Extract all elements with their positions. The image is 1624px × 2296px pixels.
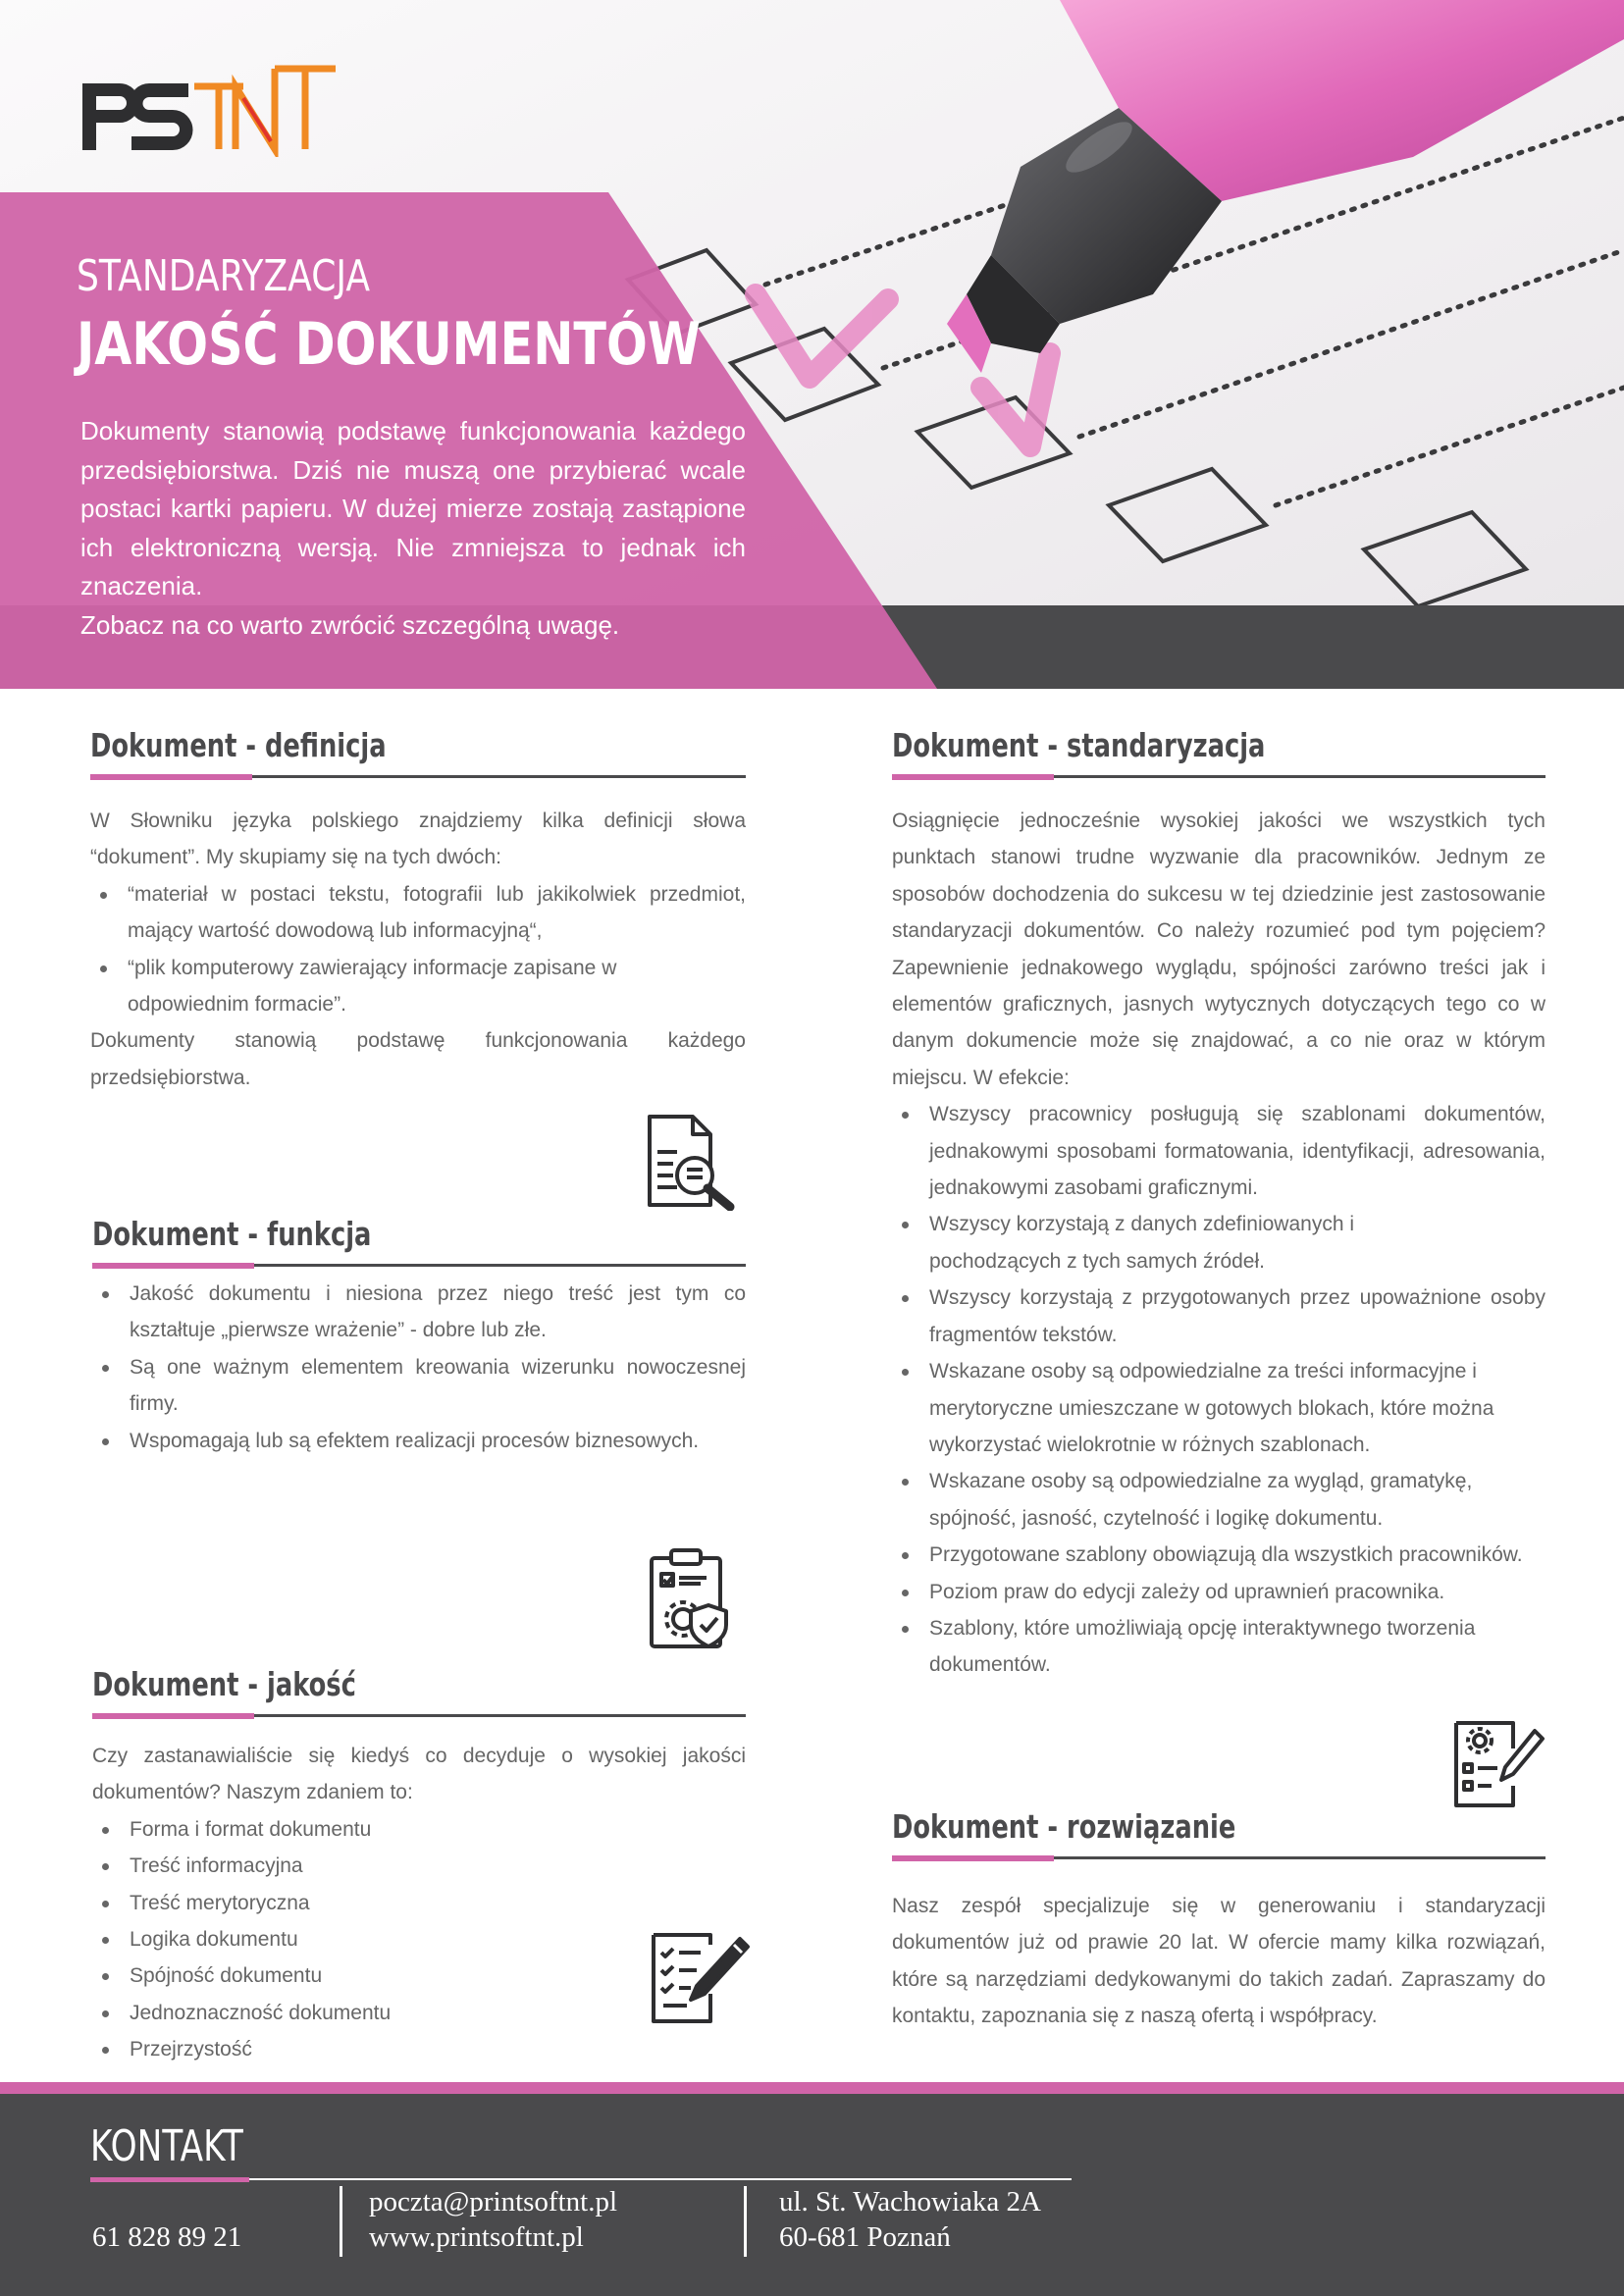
rozwiazanie-text: Nasz zespół specjalizuje się w generowaniu i standaryzacji dokumentów już od prawie 20 lat. W ofercie mamy kilka rozwiązań, które są narzędziami dedykowanymi do takich zadań. Zapraszamy do kontaktu, zapoznania się z naszą ofertą i współpracy. [892,1895,1545,2028]
section-header [90,726,746,775]
list-item: Treść informacyjna [92,1848,746,1884]
contact-website-link[interactable]: www.printsoftnt.pl [369,2221,584,2253]
list-item: “plik komputerowy zawierający informacje zapisane w odpowiednim formacie”. [90,950,746,1023]
clipboard-gear-shield-icon [646,1546,744,1650]
section-header [92,1215,746,1264]
contact-rule-accent [90,2177,249,2182]
list-item: Wszyscy korzystają z przygotowanych przez upoważnione osoby fragmentów tekstów. [892,1279,1545,1353]
checklist-pen-icon [650,1929,752,2027]
section-body [90,803,746,1096]
list-item: Treść merytoryczna [92,1885,746,1921]
section-rule-accent [92,1713,254,1719]
contact-separator [340,2186,342,2257]
jakosc-list [92,1811,746,2068]
hero-title: JAKOŚĆ DOKUMENTÓW [77,310,702,379]
list-item: Przygotowane szablony obowiązują dla wszystkich pracowników. [892,1537,1545,1573]
definicja-outro: Dokumenty stanowią podstawę funkcjonowania każdego przedsiębiorstwa. [90,1029,746,1089]
section-body [892,1888,1545,2035]
section-body [892,803,1545,1684]
section-definicja [90,726,746,1096]
hero-kicker: STANDARYZACJA [77,251,371,301]
hero-intro [80,412,746,645]
list-item: “materiał w postaci tekstu, fotografii lub jakikolwiek przedmiot, mający wartość dowodową lub informacyjną“, [90,876,746,950]
section-title: Dokument - funkcja [92,1215,372,1253]
contact-title: KONTAKT [90,2121,243,2171]
footer-accent-line [0,2082,1624,2094]
section-title: Dokument - standaryzacja [892,726,1266,764]
section-body [92,1738,746,2068]
contact-separator [744,2186,747,2257]
definicja-intro: W Słowniku języka polskiego znajdziemy kilka definicji słowa “dokument”. My skupiamy się na tych dwóch: [90,809,746,869]
funkcja-list [92,1276,746,1459]
section-rule-accent [892,1855,1054,1861]
section-header [892,1807,1545,1856]
section-rozwiazanie [892,1807,1545,2035]
list-item: Przejrzystość [92,2031,746,2067]
list-item: Spójność dokumentu [92,1957,746,1994]
section-funkcja [92,1215,746,1459]
list-item: Są one ważnym elementem kreowania wizerunku nowoczesnej firmy. [92,1349,746,1423]
list-item: Wszyscy pracownicy posługują się szablonami dokumentów, jednakowymi sposobami formatowania, identyfikacji, adresowania, jednakowymi zasobami graficznymi. [892,1096,1545,1206]
list-item: Wskazane osoby są odpowiedzialne za treści informacyjne i merytoryczne umieszczane w gotowych blokach, które można wykorzystać wielokrotnie w różnych szablonach. [892,1353,1545,1463]
section-standaryzacja [892,726,1545,1684]
definicja-list [90,876,746,1023]
hero-cta: Zobacz na co warto zwrócić szczególną uwagę. [80,609,620,640]
pstnt-logo [79,59,343,157]
list-item: Logika dokumentu [92,1921,746,1957]
contact-phone[interactable]: 61 828 89 21 [92,2221,242,2253]
list-item: Szablony, które umożliwiają opcję interaktywnego tworzenia dokumentów. [892,1610,1545,1684]
contact-footer [0,2094,1624,2296]
document-search-icon [644,1113,738,1211]
section-header [892,726,1545,775]
contact-city: 60-681 Poznań [779,2221,951,2253]
jakosc-intro: Czy zastanawialiście się kiedyś co decyduje o wysokiej jakości dokumentów? Naszym zdaniem to: [92,1745,746,1804]
hero-paragraph: Dokumenty stanowią podstawę funkcjonowania każdego przedsiębiorstwa. Dziś nie muszą one przybierać wcale postaci kartki papieru. W dużej mierze zostają zastąpione ich elektroniczną wersją. Nie zmniejsza to jednak ich znaczenia. [80,416,746,600]
section-rule-accent [90,774,252,780]
list-item: Forma i format dokumentu [92,1811,746,1848]
hero-banner [0,0,1624,689]
standaryzacja-intro: Osiągnięcie jednocześnie wysokiej jakości we wszystkich tych punktach stanowi trudne wyzwanie dla pracowników. Jednym ze sposobów dochodzenia do sukcesu w tej dziedzinie jest zastosowanie standaryzacji dokumentów. Co należy rozumieć pod tym pojęciem? Zapewnienie jednakowego wyglądu, spójności zarówno treści jak i elementów graficznych, jasnych wytycznych dotyczących tego co w danym dokumencie może się znajdować, a co nie oraz w którym miejscu. W efekcie: [892,809,1545,1089]
contact-street: ul. St. Wachowiaka 2A [779,2186,1041,2218]
section-rule-accent [92,1263,254,1269]
section-title: Dokument - definicja [90,726,387,764]
list-item: Wskazane osoby są odpowiedzialne za wygląd, gramatykę, spójność, jasność, czytelność i logikę dokumentu. [892,1463,1545,1537]
standaryzacja-list [892,1096,1545,1684]
section-body [92,1276,746,1459]
section-title: Dokument - jakość [92,1665,356,1703]
section-rule-accent [892,774,1054,780]
section-jakosc [92,1665,746,2068]
list-item: Jednoznaczność dokumentu [92,1995,746,2031]
document-gear-pen-icon [1452,1719,1546,1809]
list-item: Wszyscy korzystają z danych zdefiniowanych i pochodzących z tych samych źródeł. [892,1206,1545,1279]
section-header [92,1665,746,1714]
section-title: Dokument - rozwiązanie [892,1807,1236,1846]
list-item: Jakość dokumentu i niesiona przez niego treść jest tym co kształtuje „pierwsze wrażenie” - dobre lub złe. [92,1276,746,1349]
list-item: Wspomagają lub są efektem realizacji procesów biznesowych. [92,1423,746,1459]
list-item: Poziom praw do edycji zależy od uprawnień pracownika. [892,1574,1545,1610]
contact-email-link[interactable]: poczta@printsoftnt.pl [369,2186,618,2218]
